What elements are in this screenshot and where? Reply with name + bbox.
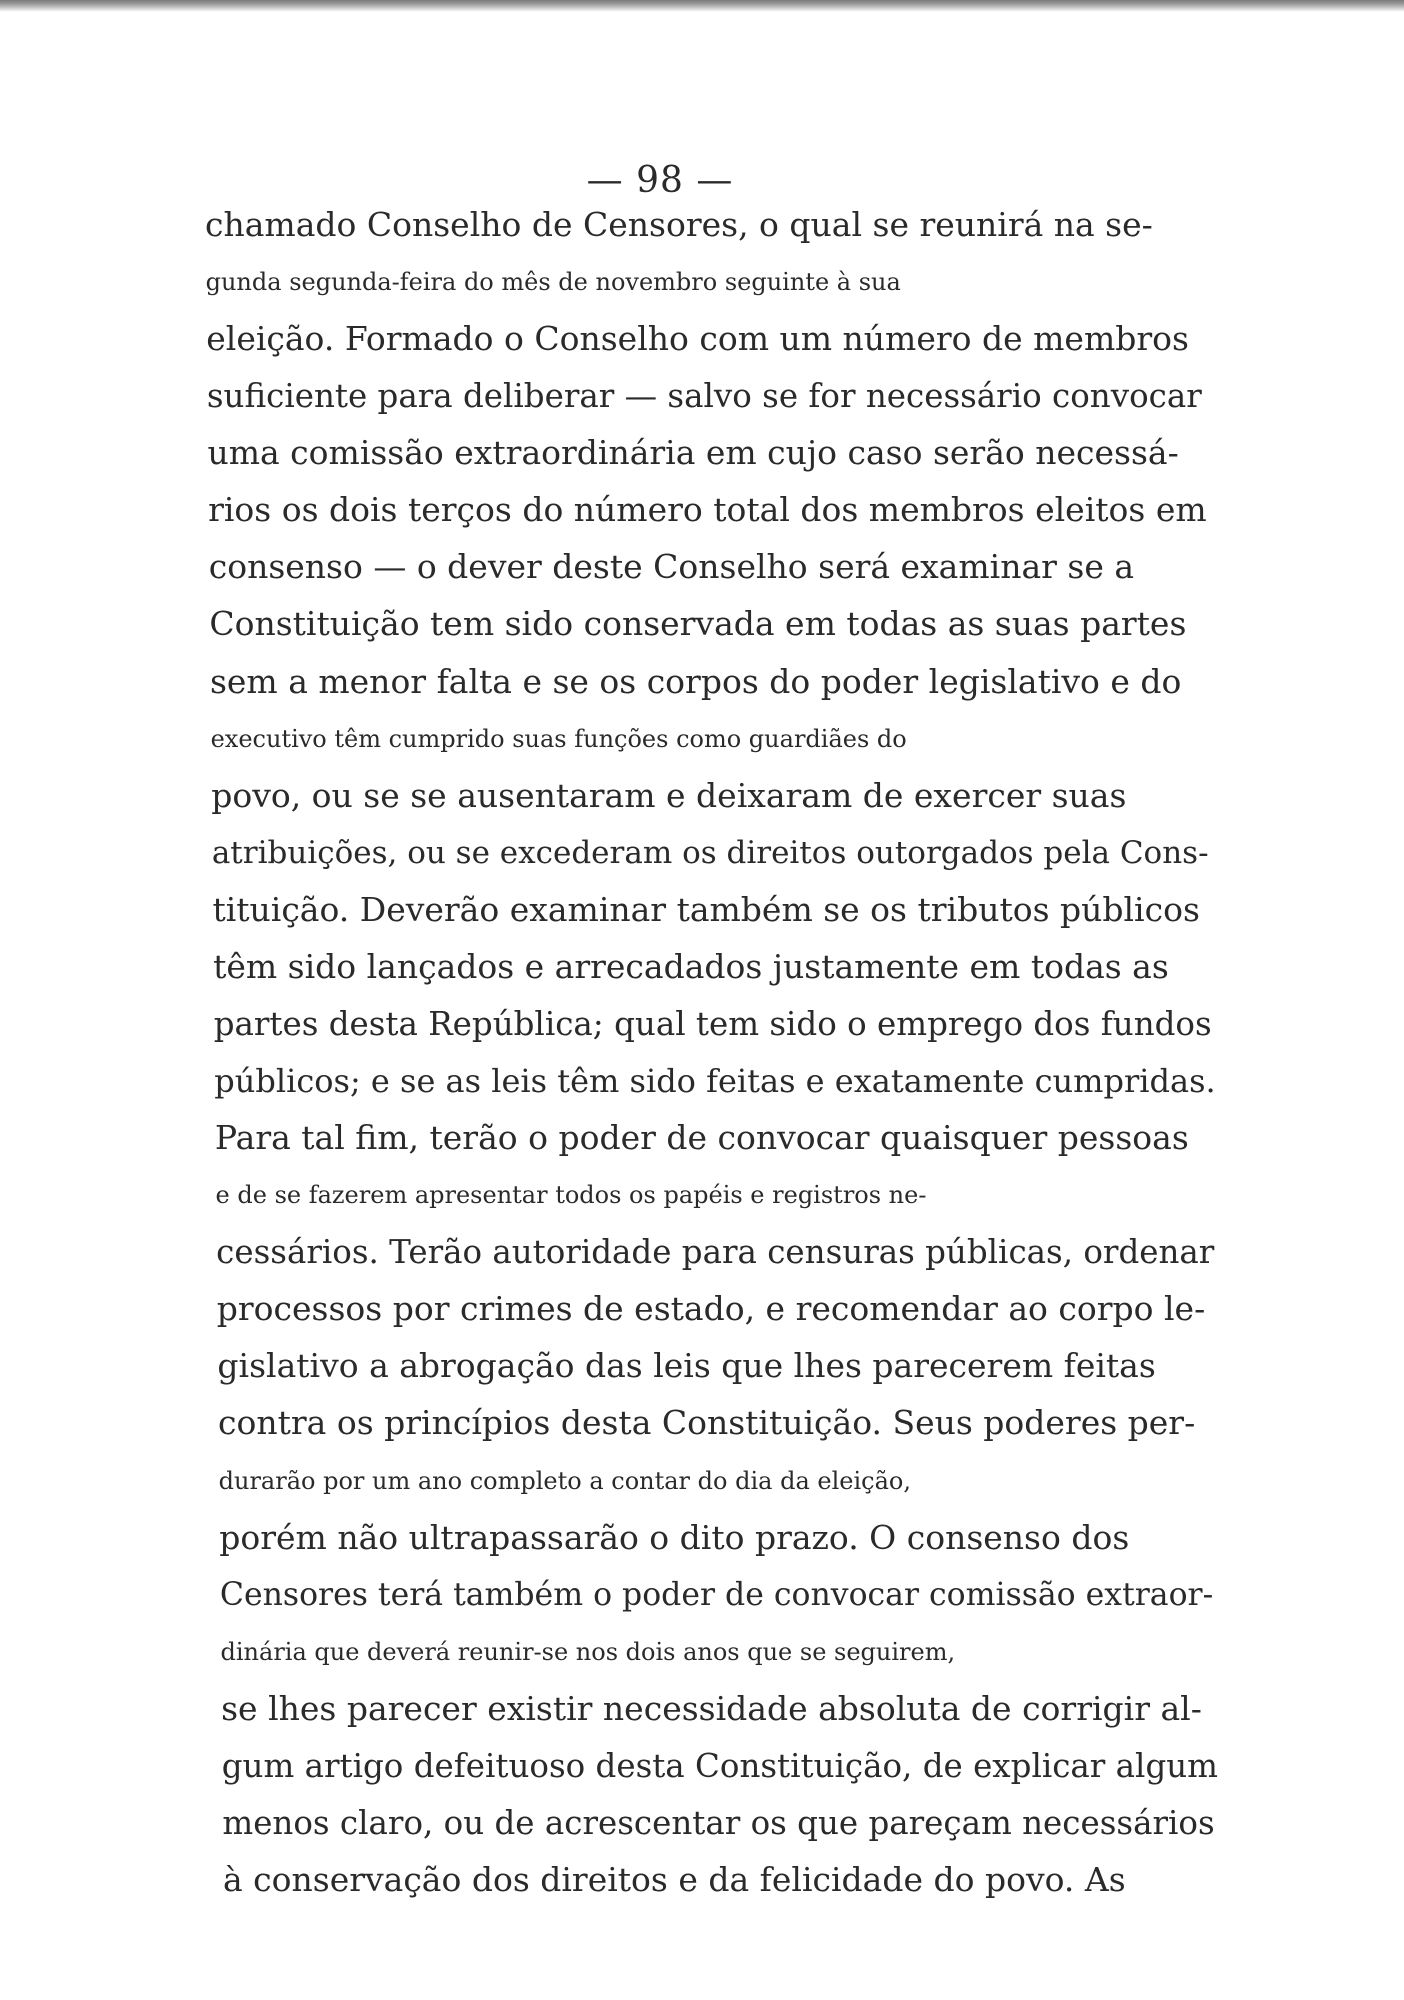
text-line: gum artigo defeituoso desta Constituição, de explicar algum	[221, 1746, 1218, 1785]
text-line: tituição. Deverão examinar também se os tributos públicos	[212, 889, 1200, 929]
text-line: suficiente para deliberar — salvo se for necessário convocar	[206, 377, 1202, 416]
page-number: — 98 —	[586, 160, 734, 201]
text-line: à conservação dos direitos e da felicidade do povo. As	[223, 1860, 1126, 1899]
text-line: processos por crimes de estado, e recomendar ao corpo le-	[216, 1289, 1206, 1329]
text-line: atribuições, ou se excederam os direitos outorgados pela Cons-	[211, 834, 1209, 871]
text-line: rios os dois terços do número total dos membros eleitos em	[208, 490, 1207, 530]
text-line: consenso — o dever deste Conselho será examinar se a	[208, 547, 1135, 587]
text-line: se lhes parecer existir necessidade absoluta de corrigir al-	[221, 1688, 1202, 1728]
text-line: públicos; e se as leis têm sido feitas e exatamente cumpridas.	[214, 1062, 1216, 1101]
text-line: gislativo a abrogação das leis que lhes parecerem feitas	[217, 1346, 1156, 1386]
text-line: chamado Conselho de Censores, o qual se reunirá na se-	[205, 205, 1153, 244]
text-line: contra os princípios desta Constituição. Seus poderes per-	[218, 1403, 1196, 1443]
text-line: porém não ultrapassarão o dito prazo. O consenso dos	[219, 1517, 1130, 1557]
text-line: sem a menor falta e se os corpos do poder legislativo e do	[209, 661, 1182, 701]
text-line: e de se fazerem apresentar todos os papéis e registros ne-	[215, 1181, 927, 1210]
text-line: cessários. Terão autoridade para censuras públicas, ordenar	[216, 1233, 1215, 1272]
text-line: Constituição tem sido conservada em todas as suas partes	[209, 604, 1187, 644]
text-line: têm sido lançados e arrecadados justamente em todas as	[213, 946, 1169, 986]
text-line: povo, ou se se ausentaram e deixaram de exercer suas	[211, 775, 1127, 815]
text-line: Censores terá também o poder de convocar comissão extraor-	[219, 1576, 1214, 1613]
text-line: gunda segunda-feira do mês de novembro seguinte à sua	[205, 268, 901, 297]
text-line: dinária que deverá reunir-se nos dois anos que se seguirem,	[220, 1637, 956, 1666]
text-line: eleição. Formado o Conselho com um número de membros	[206, 319, 1189, 359]
text-line: durarão por um ano completo a contar do dia da eleição,	[218, 1466, 911, 1495]
text-line: uma comissão extraordinária em cujo caso serão necessá-	[207, 433, 1179, 473]
text-line: executivo têm cumprido suas funções como guardiães do	[210, 724, 907, 753]
text-line: Para tal fim, terão o poder de convocar quaisquer pessoas	[214, 1118, 1189, 1158]
text-line: partes desta República; qual tem sido o emprego dos fundos	[213, 1004, 1212, 1043]
text-line: menos claro, ou de acrescentar os que pareçam necessários	[222, 1803, 1215, 1842]
